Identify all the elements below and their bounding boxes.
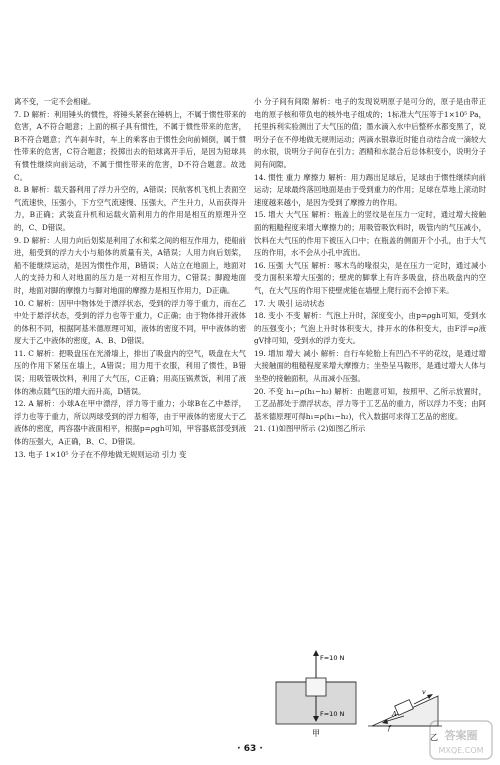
right-column bbox=[254, 96, 486, 436]
answer-9: 9. D 解析：人用力向后划桨是利用了水和桨之间的相互作用力，使船前进，船受到的浮力大小与船体的质量有关，A错误；人用力向后划桨，船不能继续运动，是因为惯性作用，B错误；人站立在地面上，地面对人的支持力和人对地面的压力是一对相互作用力，C错误；脚蹬地面时，地面对脚的摩擦力与脚对地面的摩擦力是相互作用力，D正确。 bbox=[14, 235, 247, 295]
figure-jia-label: 甲 bbox=[312, 729, 320, 738]
page-number: · 63 · bbox=[237, 744, 263, 754]
answer-13-cont: 小 分子间有间隙 解析：电子的发现说明原子是可分的，原子是由带正电的原子核和带负电的核外电子组成的；1标准大气压等于1×10⁵ Pa，托里拆利实验测出了大气压的值；墨水滴入水中后整杯水都变黑了，说明分子在不停地做无规则运动；两滴水银靠近时能自动结合成一滴较大的水银，说明分子间存在引力；酒精和水混合后总体积变小，说明分子间有间隙。 bbox=[254, 97, 486, 169]
answer-12: 12. A 解析：小球A在甲中漂浮，浮力等于重力；小球B在乙中悬浮，浮力也等于重力，所以两球受到的浮力相等，由于甲液体的密度大于乙液体的密度，两容器中液面相平，根据p=ρgh可知，甲容器底部受到液体的压强大，A正确，B、C、D错误。 bbox=[14, 399, 246, 447]
watermark-logo bbox=[428, 719, 494, 761]
svg-text:答案圈: 答案圈 bbox=[444, 729, 478, 742]
label-f: f bbox=[388, 724, 391, 732]
answer-18: 18. 变小 不变 解析：气泡上升时，深度变小，由p=ρgh可知，受到水的压强变小；气泡上升时体积变大，排开水的体积变大，由F浮=ρ液gV排可知，受到水的浮力变大。 bbox=[254, 311, 486, 346]
answer-8: 8. B 解析：载天器利用了浮力升空的，A错误；民航客机飞机上表面空气流速快，压强小，下方空气流速慢、压强大，产生升力，从而获得升力，B正确；武装直升机和运载火箭利用力的作用是相互的原理升空的，C、D错误。 bbox=[14, 185, 246, 232]
label-v: v bbox=[422, 688, 426, 696]
answer-15: 15. 增大 大气压 解析：瓶盖上的竖纹是在压力一定时，通过增大接触面的粗糙程度来增大摩擦力的；用吸管吸饮料时，吸管内的气压减小，饮料在大气压的作用下被压入口中；在瓶盖的侧面开个小孔，由于大气压的作用，水不会从小孔中流出。 bbox=[254, 210, 486, 258]
answer-17: 17. 大 吸引 运动状态 bbox=[254, 298, 325, 308]
svg-text:MXQE.COM: MXQE.COM bbox=[438, 746, 484, 755]
left-column bbox=[14, 96, 246, 461]
answer-10: 10. C 解析：因甲中物体处于漂浮状态，受到的浮力等于重力，而在乙中处于悬浮状态，受到的浮力也等于重力，C正确；由于物体排开液体的体积不同，根据阿基米德原理可知，液体的密度不同，甲中液体的密度大于乙中液体的密度，A、B、D错误。 bbox=[14, 298, 246, 346]
figure-yi-label: 乙 bbox=[430, 733, 438, 742]
figure-jia bbox=[272, 648, 362, 740]
answer-14: 14. 惯性 重力 摩擦力 解析：用力踢出足球后，足球由于惯性继续向前运动；足球最终落回地面是由于受到重力的作用；足球在草地上滚动时速度越来越小，是因为受到了摩擦力的作用。 bbox=[254, 172, 486, 207]
arrow-up-icon bbox=[313, 650, 319, 656]
force-up-label: F=10 N bbox=[320, 654, 345, 662]
label-a: A bbox=[392, 710, 397, 718]
answer-11: 11. C 解析：把吸盘压在光滑墙上，排出了吸盘内的空气，吸盘在大气压的作用下紧压在墙上，A错误；用力甩干衣服，利用了惯性，B错误；用吸管吸饮料，利用了大气压，C正确；用高压锅煮饭，利用了液体的沸点随气压的增大而升高，D错误。 bbox=[14, 348, 246, 396]
floating-block bbox=[306, 678, 326, 696]
answer-paragraph: 离不变，一定不会相碰。 bbox=[14, 97, 96, 106]
force-down-label: F=10 N bbox=[320, 710, 345, 718]
answer-13: 13. 电子 1×10⁵ 分子在不停地做无规则运动 引力 变 bbox=[14, 449, 187, 459]
answer-21: 21. (1)如图甲所示 (2)如图乙所示 bbox=[254, 424, 366, 434]
answer-7: 7. D 解析：利用锤头的惯性，将锤头紧套在锤柄上，不属于惯性带来的危害，A不符合题意；上面的棋子具有惯性，不属于惯性带来的危害，B不符合题意；汽车刹车时，车上的乘客由于惯性会向前倾倒，属于惯性带来的危害，C符合题意；投掷出去的铅球离开手后，是因为铅球具有惯性继续向前运动，不属于惯性带来的危害，D不符合题意。故选C。 bbox=[14, 109, 247, 182]
answer-20: 20. 不变 h₁−ρ(h₁−h₂) 解析：由题意可知，按照甲、乙所示放置时，工艺品都处于漂浮状态，浮力等于工艺品的重力，所以浮力不变；由阿基米德原理可得h₁=ρ(h₁−h₂)，代入数据可求得工艺品的密度。 bbox=[254, 386, 486, 421]
answer-16: 16. 压强 大气压 解析：啄木鸟的喙很尖，是在压力一定时，通过减小受力面积来增大压强的；壁虎的脚掌上有许多吸盘，挤出吸盘内的空气，在大气压的作用下使壁虎能在墙壁上爬行而不会掉下来。 bbox=[254, 260, 486, 295]
answer-19: 19. 增加 增大 减小 解析：自行车轮胎上有凹凸不平的花纹，是通过增大接触面的粗糙程度来增大摩擦力；坐垫呈马鞍形，是通过增大人体与坐垫的接触面积，从而减小压强。 bbox=[254, 348, 486, 384]
